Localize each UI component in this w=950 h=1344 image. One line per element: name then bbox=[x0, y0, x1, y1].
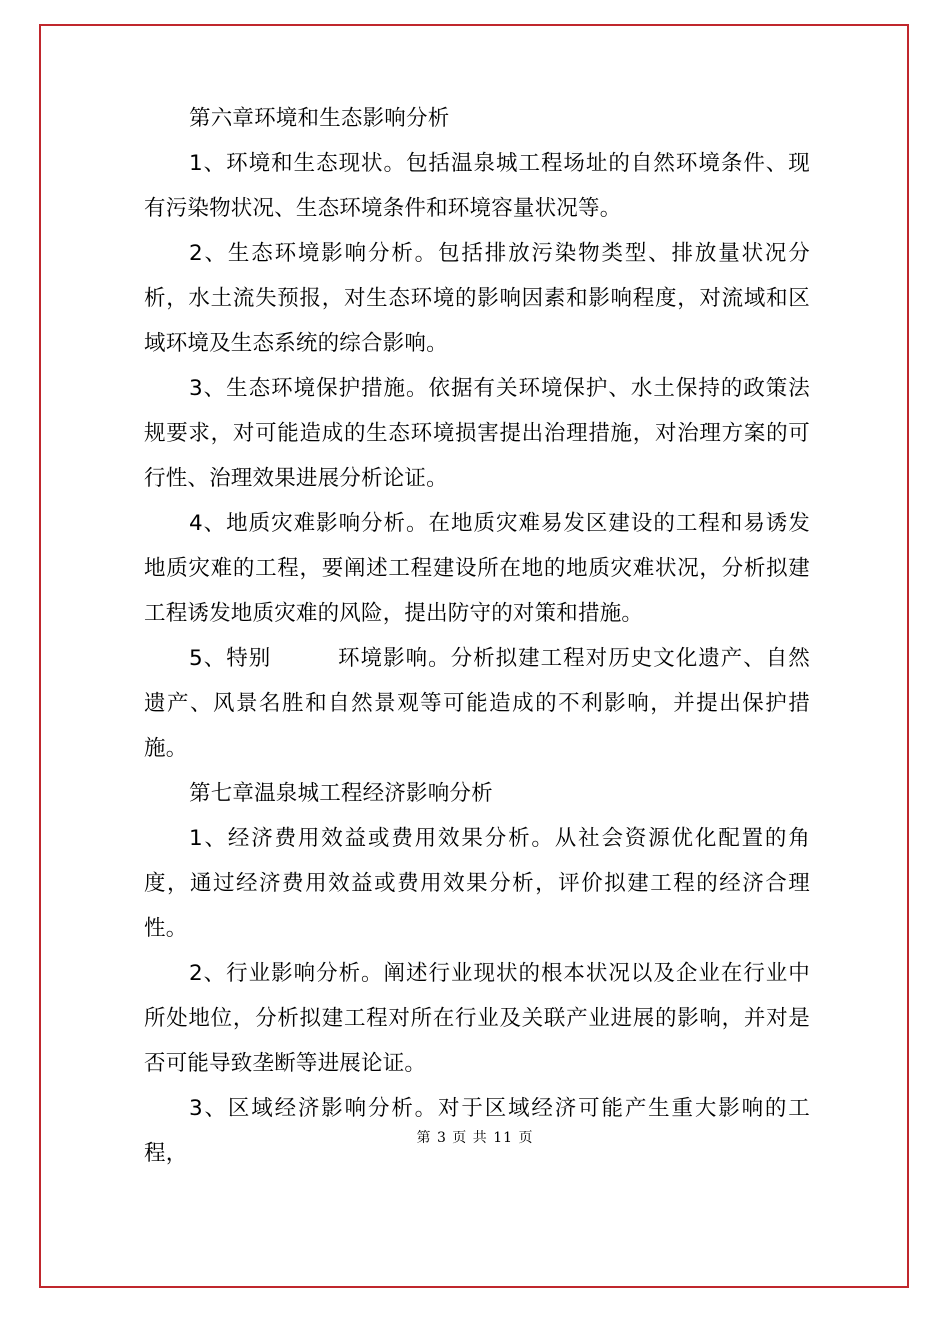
chapter-6-heading: 第六章环境和生态影响分析 bbox=[189, 106, 450, 131]
chapter-7-heading: 第七章温泉城工程经济影响分析 bbox=[189, 781, 493, 806]
paragraph-6-5 bbox=[144, 636, 810, 771]
paragraph-6-2: 2、生态环境影响分析。包括排放污染物类型、排放量状况分析，水土流失预报，对生态环境的影响因素和影响程度，对流域和区域环境及生态系统的综合影响。 bbox=[144, 241, 810, 356]
paragraph-7-1: 1、经济费用效益或费用效果分析。从社会资源优化配置的角度，通过经济费用效益或费用效果分析，评价拟建工程的经济合理性。 bbox=[144, 826, 810, 941]
paragraph-7-2: 2、行业影响分析。阐述行业现状的根本状况以及企业在行业中所处地位，分析拟建工程对所在行业及关联产业进展的影响，并对是否可能导致垄断等进展论证。 bbox=[144, 961, 810, 1076]
paragraph-7-3: 3、区域经济影响分析。对于区域经济可能产生重大影响的工程， bbox=[144, 1096, 810, 1166]
document-body bbox=[144, 96, 810, 1176]
paragraph-6-1: 1、环境和生态现状。包括温泉城工程场址的自然环境条件、现有污染物状况、生态环境条件和环境容量状况等。 bbox=[144, 151, 810, 221]
paragraph-6-5-body: 环境影响。分析拟建工程对历史文化遗产、自然遗产、风景名胜和自然景观等可能造成的不利影响，并提出保护措施。 bbox=[144, 646, 810, 761]
paragraph-6-5-lead: 5、特别 bbox=[189, 646, 272, 671]
paragraph-6-4: 4、地质灾难影响分析。在地质灾难易发区建设的工程和易诱发地质灾难的工程，要阐述工程建设所在地的地质灾难状况，分析拟建工程诱发地质灾难的风险，提出防守的对策和措施。 bbox=[144, 511, 810, 626]
page-number-footer: 第 3 页 共 11 页 bbox=[416, 1130, 534, 1146]
paragraph-6-3: 3、生态环境保护措施。依据有关环境保护、水土保持的政策法规要求，对可能造成的生态环境损害提出治理措施，对治理方案的可行性、治理效果进展分析论证。 bbox=[144, 376, 810, 491]
